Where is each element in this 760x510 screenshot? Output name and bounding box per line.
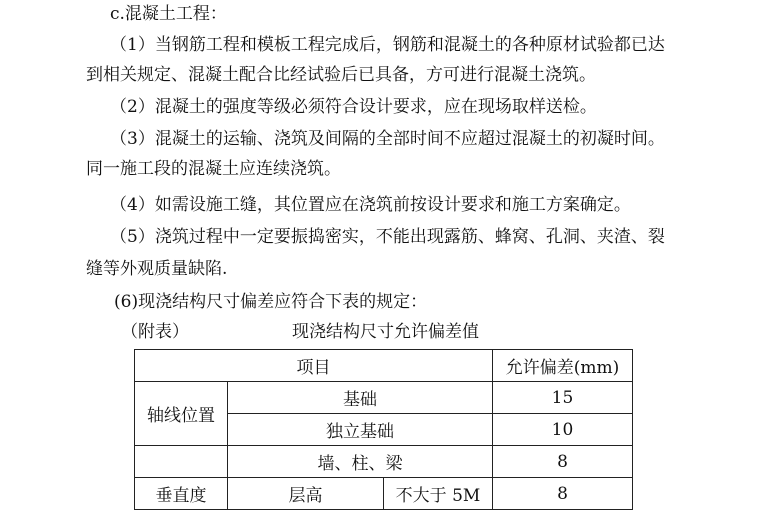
paragraph-1-line-2: 到相关规定、混凝土配合比经试验后已具备，方可进行混凝土浇筑。 xyxy=(86,65,596,85)
paragraph-5-line-1: （5）浇筑过程中一定要振捣密实，不能出现露筋、蜂窝、孔洞、夹渣、裂 xyxy=(110,227,665,247)
foundation-label: 基础 xyxy=(228,382,493,414)
header-item: 项目 xyxy=(135,350,493,382)
table-row xyxy=(135,478,633,510)
table-header-row xyxy=(135,350,633,382)
paragraph-4: （4）如需设施工缝，其位置应在浇筑前按设计要求和施工方案确定。 xyxy=(110,195,631,215)
paragraph-3-line-2: 同一施工段的混凝土应连续浇筑。 xyxy=(86,159,341,179)
section-heading: c.混凝土工程： xyxy=(110,4,227,24)
wall-column-beam-label: 墙、柱、梁 xyxy=(228,446,493,478)
foundation-value: 15 xyxy=(493,382,633,414)
not-exceed-5m-label: 不大于 5M xyxy=(384,478,493,510)
table-caption-title: 现浇结构尺寸允许偏差值 xyxy=(292,322,479,342)
paragraph-5-line-2: 缝等外观质量缺陷. xyxy=(86,259,228,279)
wall-column-beam-value: 8 xyxy=(493,446,633,478)
isolated-foundation-value: 10 xyxy=(493,414,633,446)
axis-position-label: 轴线位置 xyxy=(135,382,228,446)
isolated-foundation-label: 独立基础 xyxy=(228,414,493,446)
table-caption-prefix: （附表） xyxy=(121,322,189,342)
not-exceed-5m-value: 8 xyxy=(493,478,633,510)
paragraph-3-line-1: （3）混凝土的运输、浇筑及间隔的全部时间不应超过混凝土的初凝时间。 xyxy=(110,129,665,149)
verticality-label: 垂直度 xyxy=(135,478,228,510)
paragraph-2: （2）混凝土的强度等级必须符合设计要求，应在现场取样送检。 xyxy=(110,97,597,117)
table-row xyxy=(135,382,633,414)
paragraph-1-line-1: （1）当钢筋工程和模板工程完成后，钢筋和混凝土的各种原材试验都已达 xyxy=(110,35,665,55)
paragraph-6: (6)现浇结构尺寸偏差应符合下表的规定： xyxy=(114,292,428,312)
axis-blank-cell xyxy=(135,446,228,478)
storey-height-label: 层高 xyxy=(228,478,384,510)
header-tolerance: 允许偏差(mm) xyxy=(493,350,633,382)
deviation-table xyxy=(134,349,633,510)
table-row xyxy=(135,446,633,478)
